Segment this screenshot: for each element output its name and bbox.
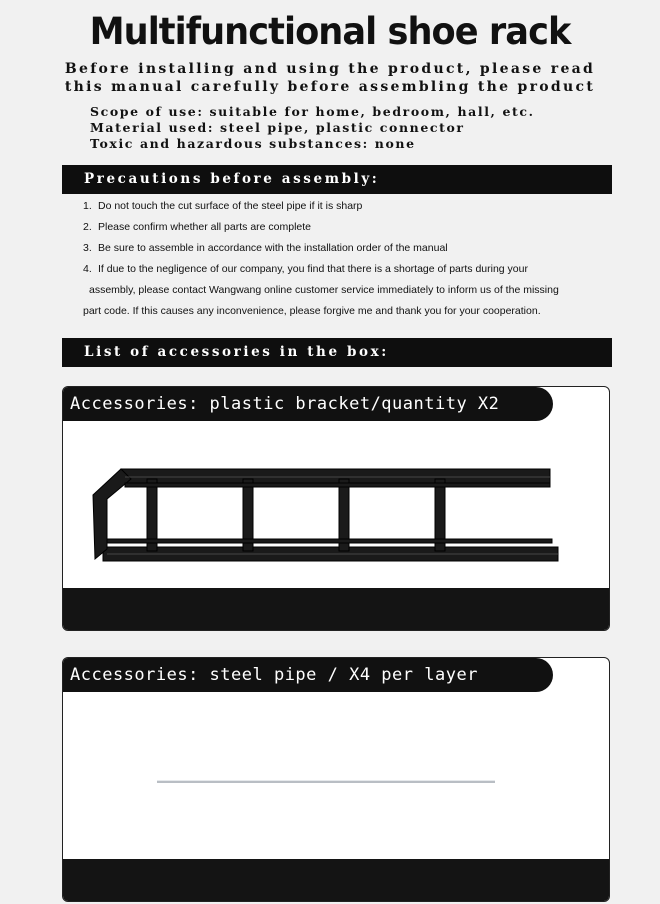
precautions-list: [83, 196, 613, 322]
accessory-card-footer-bar: [63, 859, 609, 901]
accessory-label-bracket: Accessories: plastic bracket/quantity X2: [63, 387, 553, 421]
accessory-card-pipe: [62, 657, 610, 902]
precaution-item-1: 1. Do not touch the cut surface of the steel pipe if it is sharp: [83, 200, 363, 212]
precautions-heading: Precautions before assembly:: [62, 165, 612, 194]
intro-line-2: this manual carefully before assembling the product: [64, 79, 596, 95]
accessory-label-pipe: Accessories: steel pipe / X4 per layer: [63, 658, 553, 692]
plastic-bracket-image: [63, 421, 610, 589]
accessory-card-footer-bar: [63, 588, 609, 630]
intro-text: [0, 60, 660, 96]
precaution-item-2: 2. Please confirm whether all parts are complete: [83, 221, 312, 233]
accessories-heading: List of accessories in the box:: [62, 338, 612, 367]
precaution-item-4-continued: assembly, please contact Wangwang online customer service immediately to inform us of the missing: [89, 284, 559, 296]
steel-pipe-image: [63, 692, 610, 860]
precaution-item-3: 3. Be sure to assemble in accordance with the installation order of the manual: [83, 242, 448, 254]
precaution-item-4: 4. If due to the negligence of our company, you find that there is a shortage of parts during your: [83, 263, 528, 275]
toxic-substances: Toxic and hazardous substances: none: [90, 136, 416, 151]
precaution-item-4-continued-2: part code. If this causes any inconvenience, please forgive me and thank you for your cooperation.: [83, 305, 541, 317]
material-used: Material used: steel pipe, plastic connector: [90, 120, 465, 135]
document-title: Multifunctional shoe rack: [89, 10, 571, 53]
product-specs: [90, 104, 535, 152]
intro-line-1: Before installing and using the product, please read: [64, 61, 596, 77]
accessory-card-bracket: [62, 386, 610, 631]
scope-of-use: Scope of use: suitable for home, bedroom, hall, etc.: [90, 104, 535, 119]
